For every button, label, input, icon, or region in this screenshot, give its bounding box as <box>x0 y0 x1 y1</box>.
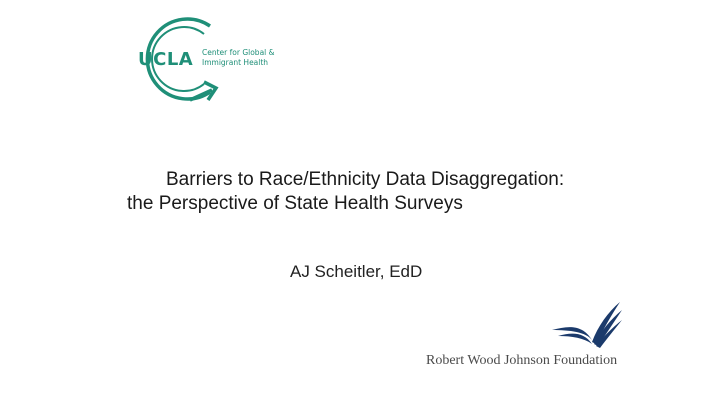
rwjf-wing-icon <box>548 300 624 350</box>
slide-title <box>100 168 620 216</box>
center-name-line1: Center for Global & <box>202 48 275 57</box>
title-line1: Barriers to Race/Ethnicity Data Disaggregation: <box>166 169 565 190</box>
ucla-wordmark: UCLA <box>138 49 194 70</box>
center-name-line2: Immigrant Health <box>202 58 269 67</box>
title-line2: the Perspective of State Health Surveys <box>127 193 463 214</box>
ucla-center-logo <box>118 16 278 104</box>
author-name: AJ Scheitler, EdD <box>290 262 423 281</box>
rwjf-name: Robert Wood Johnson Foundation <box>426 353 618 368</box>
center-name <box>202 48 274 68</box>
